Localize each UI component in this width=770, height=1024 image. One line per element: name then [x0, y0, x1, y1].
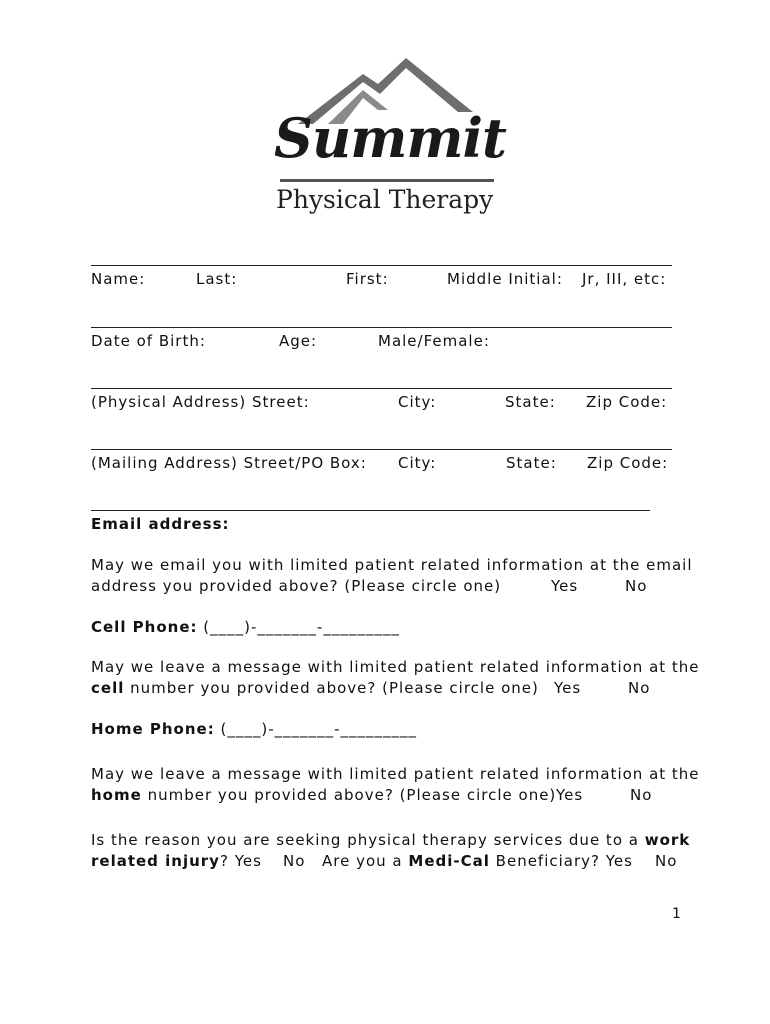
- mailing-street-label: (Mailing Address) Street/PO Box:: [91, 454, 367, 472]
- physical-zip-label: Zip Code:: [586, 393, 668, 411]
- cell-no-option[interactable]: No: [628, 679, 651, 697]
- email-question-line1: May we email you with limited patient related information at the email: [91, 556, 693, 574]
- cell-question-rest: number you provided above? (Please circle one): [130, 679, 539, 697]
- suffix-label: Jr, III, etc:: [582, 270, 667, 288]
- work-question-text: Is the reason you are seeking physical therapy services due to a: [91, 831, 639, 849]
- medical-bold: Medi-Cal: [408, 852, 490, 870]
- work-question-line1: [91, 831, 690, 849]
- home-phone-blank[interactable]: (____)-_______-_________: [220, 720, 418, 738]
- sex-label: Male/Female:: [378, 332, 490, 350]
- medical-yes-option[interactable]: Beneficiary? Yes: [495, 852, 633, 870]
- work-question-line2: [91, 852, 262, 870]
- cell-phone-label: Cell Phone:: [91, 618, 198, 636]
- home-question-line2: [91, 786, 556, 804]
- name-line[interactable]: [91, 265, 672, 266]
- home-question-rest: number you provided above? (Please circle one): [147, 786, 557, 804]
- cell-phone-row: [91, 618, 400, 636]
- cell-question-line2: [91, 679, 539, 697]
- home-phone-row: [91, 720, 417, 738]
- home-phone-label: Home Phone:: [91, 720, 215, 738]
- mailing-zip-label: Zip Code:: [587, 454, 669, 472]
- medical-question: [322, 852, 633, 870]
- email-label: Email address:: [91, 515, 230, 533]
- email-question-line2: address you provided above? (Please circle one): [91, 577, 502, 595]
- mailing-city-label: City:: [398, 454, 437, 472]
- email-line[interactable]: [91, 510, 650, 511]
- dob-label: Date of Birth:: [91, 332, 206, 350]
- home-no-option[interactable]: No: [630, 786, 653, 804]
- email-yes-option[interactable]: Yes: [551, 577, 579, 595]
- work-yes-option[interactable]: ? Yes: [219, 852, 262, 870]
- age-label: Age:: [279, 332, 318, 350]
- mailing-address-line[interactable]: [91, 449, 672, 450]
- physical-city-label: City:: [398, 393, 437, 411]
- home-bold: home: [91, 786, 142, 804]
- dob-line[interactable]: [91, 327, 672, 328]
- work-bold: work: [644, 831, 691, 849]
- work-no-option[interactable]: No: [283, 852, 306, 870]
- cell-phone-blank[interactable]: (____)-_______-_________: [203, 618, 400, 636]
- brand-divider: [280, 179, 494, 182]
- middle-initial-label: Middle Initial:: [447, 270, 563, 288]
- medical-question-prefix: Are you a: [322, 852, 403, 870]
- last-label: Last:: [196, 270, 238, 288]
- physical-address-line[interactable]: [91, 388, 672, 389]
- home-yes-option[interactable]: Yes: [556, 786, 584, 804]
- related-injury-bold: related injury: [91, 852, 220, 870]
- medical-no-option[interactable]: No: [655, 852, 678, 870]
- brand-name: Summit: [274, 106, 506, 170]
- cell-yes-option[interactable]: Yes: [554, 679, 582, 697]
- physical-street-label: (Physical Address) Street:: [91, 393, 310, 411]
- brand-subtitle: Physical Therapy: [276, 185, 494, 214]
- first-label: First:: [346, 270, 389, 288]
- cell-bold: cell: [91, 679, 125, 697]
- mailing-state-label: State:: [506, 454, 557, 472]
- physical-state-label: State:: [505, 393, 556, 411]
- cell-question-line1: May we leave a message with limited patient related information at the: [91, 658, 700, 676]
- page-number: 1: [672, 906, 681, 922]
- home-question-line1: May we leave a message with limited patient related information at the: [91, 765, 700, 783]
- name-label: Name:: [91, 270, 146, 288]
- email-no-option[interactable]: No: [625, 577, 648, 595]
